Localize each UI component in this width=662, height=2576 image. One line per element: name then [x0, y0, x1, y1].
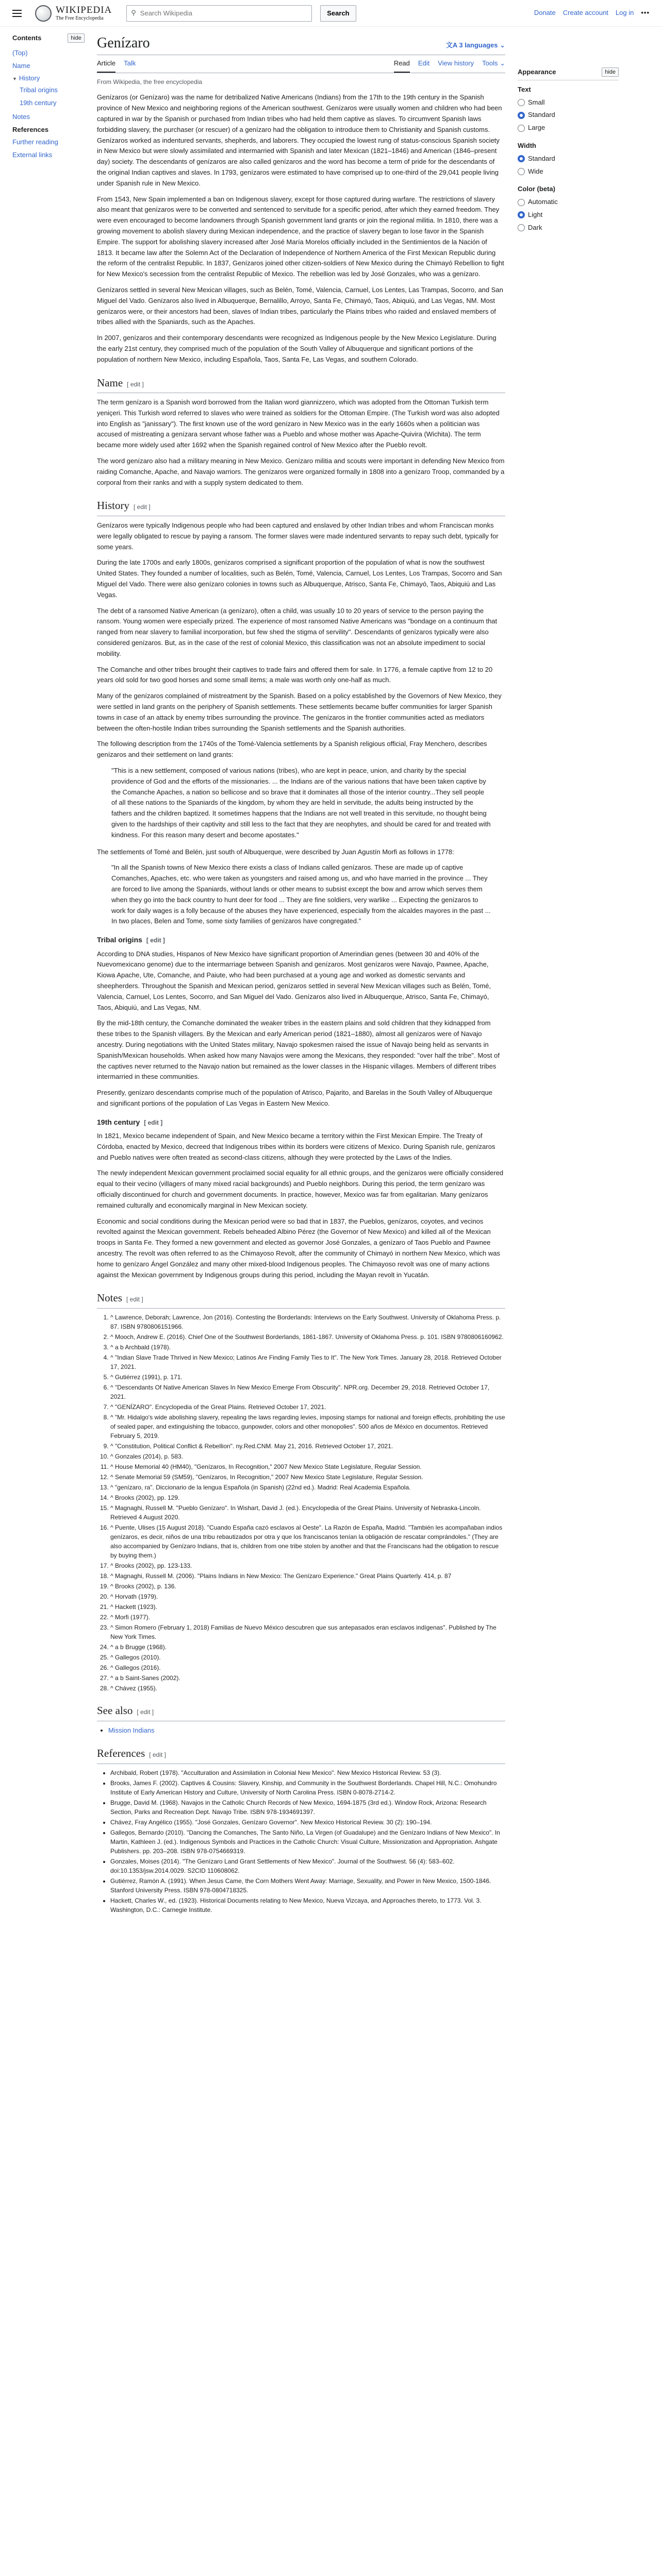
page-title: Genízaro	[97, 35, 150, 51]
toc-header	[12, 33, 85, 44]
note-item: 14. ^ Brooks (2002), pp. 129.	[110, 1493, 505, 1502]
edit-section-link[interactable]: [ edit ]	[134, 503, 151, 511]
edit-section-link[interactable]: [ edit ]	[127, 380, 144, 388]
history-paragraph-1: Genízaros were typically Indigenous people who had been captured and enslaved by other Indian tribes and whom Franciscan monks were legally obligated to rescue by paying a ransom. The former slaves were made indentured servants to repay such debt, typically for some years.	[97, 521, 499, 551]
toc-item-tribal-origins[interactable]: Tribal origins	[20, 86, 58, 94]
appearance-option-large[interactable]	[518, 122, 619, 134]
radio-button[interactable]	[518, 125, 525, 132]
appearance-groups	[518, 84, 619, 234]
note-item: 1. ^ Lawrence, Deborah; Lawrence, Jon (2016). Contesting the Borderlands: Interviews on the Early Southwest. University of Oklahoma Press. p. 87. ISBN 9780806151966.	[110, 1313, 505, 1331]
history-paragraph-4: The Comanche and other tribes brought their captives to trade fairs and offered them for sale. In 1776, a female captive from 12 to 20 years old sold for two good horses and some small items; a male was worth only one-half as much.	[97, 665, 493, 684]
appearance-panel	[518, 27, 619, 1920]
title-row	[97, 27, 505, 55]
toc-sublist-history	[12, 84, 85, 110]
section-heading-tribal-origins: Tribal origins [ edit ]	[97, 936, 165, 944]
note-item: 5. ^ Gutiérrez (1991), p. 171.	[110, 1372, 505, 1382]
section-heading-history: History [ edit ]	[97, 497, 505, 516]
history-paragraph-2: During the late 1700s and early 1800s, genízaros comprised a significant proportion of the population of what is now the southwest United States. They founded a number of localities, such as Belén, Tomé, Valencia, Carnuel, Los Lentes, Los Trampas, Socorro and San Miguel del Vado. There were also genízaro colonies in towns such as Albuquerque, Atrisco, Santa Fe, Chimayó, Taos, Abiquiú and Las Vegas.	[97, 558, 502, 599]
toc-item-notes[interactable]: Notes	[12, 112, 30, 121]
history-paragraph-6: The following description from the 1740s of the Tomé-Valencia settlements by a Spanish religious official, Fray Menchero, describes genízaros and their settlement on land grants:	[97, 740, 487, 759]
note-item: 25. ^ Gallegos (2010).	[110, 1653, 505, 1662]
c19-paragraph-2: The newly independent Mexican government proclaimed social equality for all ethnic groups, and the genízaros were officially considered equal to their vecino (villagers of many mixed racial backgrounds) and Pueblo neighbors. During this period, the term genízaro was officially discontinued for church and government documents. In practice, however, Mexico was far from egalitarian. Many genízaros remained culturally and economically marginal in New Mexican society.	[97, 1169, 504, 1209]
tab-article[interactable]: Article	[97, 55, 115, 73]
edit-section-link[interactable]: [ edit ]	[149, 1751, 166, 1759]
toc-hide-button[interactable]: hide	[68, 33, 85, 43]
appearance-group-label: Width	[518, 141, 536, 149]
appearance-group-color-beta	[518, 184, 619, 234]
radio-button[interactable]	[518, 155, 525, 162]
more-options-icon[interactable]: •••	[641, 9, 650, 17]
namespace-tabs	[97, 55, 136, 73]
tribal-paragraph-3: Presently, genízaro descendants comprise much of the population of Atrisco, Pajarito, and Barelas in the South Valley of Albuquerque and significant portions of the population of Las Vegas in Eastern New Mexico.	[97, 1089, 492, 1107]
note-item: 26. ^ Gallegos (2016).	[110, 1663, 505, 1672]
radio-label: Standard	[528, 111, 555, 119]
tab-talk[interactable]: Talk	[124, 59, 136, 67]
tab-tools[interactable]: Tools ⌄	[482, 59, 505, 67]
intro-paragraph-3: Genízaros settled in several New Mexican villages, such as Belén, Tomé, Valencia, Carnuel, Los Lentes, Las Trampas, Socorro, and San Miguel del Vado. Genízaros also lived in Albuquerque, Bernalillo, Arroyo, Santa Fe, Chimayó, Taos, Abiquiú, and Las Vegas, NM. Most genízaros were, or their ancestors had been, slaves of Indian tribes, particularly the Plains tribes who raided and enslaved members of tribes allied with the Spaniards, such as the Apaches.	[97, 285, 503, 326]
note-item: 16. ^ Puente, Ulises (15 August 2018). "Cuando España cazó esclavos al Oeste". La Razón de España, Madrid. "También les acompañaban indios genízaros, es decir, niños de una tribu rebautizados por otra y que los franciscanos tenían la obligación de rescatar comprándoles." (They are also accompanied by Genízaro Indians, that is, children from one tribe stolen by another and that the Franciscans had the obligation to rescue by buying them.)	[110, 1523, 505, 1560]
reference-item: • Hackett, Charles W., ed. (1923). Historical Documents relating to New Mexico, Nueva Vizcaya, and Approaches thereto, to 1773. Vol. 3. Washington, D.C.: Carnegie Institute.	[110, 1896, 505, 1914]
radio-label: Automatic	[528, 198, 558, 206]
reference-item: • Brugge, David M. (1968). Navajos in the Catholic Church Records of New Mexico, 1694-1875 (3rd ed.). Window Rock, Arizona: Research Section, Parks and Recreation Dept. Navajo Tribe. ISBN 978-1934691397.	[110, 1798, 505, 1817]
page-tabs	[97, 55, 505, 73]
tab-view-history[interactable]: View history	[438, 59, 474, 67]
note-item: 27. ^ a b Saint-Sanes (2002).	[110, 1673, 505, 1683]
intro-paragraph-1: Genízaros (or Genízaro) was the name for detribalized Native Americans (Indians) from the 17th to the 19th century in the Spanish province of New Mexico and neighboring regions of the American southwest. Genízaros were usually women and children who had been captured in war by the Spanish or purchased from Indian tribes who had held them captive as slaves. To circumvent Spanish laws forbidding slavery, the purchaser (or rescuer) of a genízaro had the obligation to introduce them to Christianity and Spanish customs. Genízaros worked as indentured servants, shepherds, and laborers. They occupied the lowest rung of status-conscious Spanish society in New Mexico but were slowly assimilated and intermarried with Spanish and later Mexican (1821–1846) and American (1846–present day) society. The descendants of genízaros are also called genízaros and the word has become a term of pride for the descendants of the original Indian captives and slaves. In 1793, genízaros were estimated to have comprised up to one-third of the 29,041 people living under Spanish rule in New Mexico.	[97, 93, 502, 187]
notes-list	[97, 1313, 505, 1693]
site-header	[0, 0, 662, 27]
article-main	[85, 27, 518, 1920]
see-also-item	[108, 1725, 505, 1736]
reference-item: • Archibald, Robert (1978). "Acculturation and Assimilation in Colonial New Mexico". New Mexico Historical Review. 53 (3).	[110, 1768, 505, 1777]
wikipedia-globe-icon	[35, 5, 52, 22]
name-paragraph-2: The word genízaro also had a military meaning in New Mexico. Genízaro militia and scouts were important in defending New Mexico from raiding Comanche, Apache, and Navajo warriors. The genízaros were organized formally in 1808 into a genízaro Troop, commanded by a corporal from their ranks and with a supply system dedicated to them.	[97, 457, 505, 486]
from-wikipedia-line: From Wikipedia, the free encyclopedia	[97, 78, 203, 86]
c19-paragraph-1: In 1821, Mexico became independent of Spain, and New Mexico became a territory within the First Mexican Empire. The Treaty of Córdoba, enacted by Mexico, decreed that Indigenous tribes within its borders were citizens of Mexico. During Spanish rule, genízaros and Pueblo natives were often treated as second-class citizens, although they were protected by the Laws of the Indies.	[97, 1132, 495, 1161]
note-item: 15. ^ Magnaghi, Russell M. "Pueblo Genízaro". In Wishart, David J. (ed.). Encyclopedia of the Great Plains. University of Nebraska-Lincoln. Retrieved 4 August 2020.	[110, 1503, 505, 1522]
appearance-group-label: Text	[518, 85, 531, 93]
reference-item: • Brooks, James F. (2002). Captives & Cousins: Slavery, Kinship, and Community in the Southwest Borderlands. Chapel Hill, N.C.: Omohundro Institute of Early American History and Culture, University of North Carolina Press. ISBN 0-8078-2714-2.	[110, 1778, 505, 1797]
edit-section-link[interactable]: [ edit ]	[126, 1296, 143, 1303]
note-item: 28. ^ Chávez (1955).	[110, 1684, 505, 1693]
edit-section-link[interactable]: [ edit ]	[144, 1118, 163, 1126]
appearance-header	[518, 67, 619, 80]
radio-button[interactable]	[518, 168, 525, 175]
toc-item-further-reading[interactable]: Further reading	[12, 138, 58, 146]
c19-paragraph-3: Economic and social conditions during the Mexican period were so bad that in 1837, the Pueblos, genízaros, coyotes, and vecinos revolted against the Mexican government. Rebels beheaded Albino Pérez (the Governor of New Mexico) and killed all of the Mexican troops in Santa Fe. They formed a new government and elected as governor José Gonzales, a genízaro of Taos Pueblo and Pawnee ancestry. The revolt was often referred to as the Chimayoso Revolt, after the community of Chimayó in northern New Mexico, which was home to genízaro Ángel González and many other mixed-blood Indigenous peoples. The Chimayoso revolt was one of many actions against the Mexican government by Indigenous groups during this period, including the Mayan revolt in Yucatán.	[97, 1217, 501, 1279]
note-item: 2. ^ Mooch, Andrew E. (2016). Chief One of the Southwest Borderlands, 1861-1867. University of Oklahoma Press. p. 101. ISBN 9780806160962.	[110, 1332, 505, 1342]
create-account-link[interactable]: Create account	[562, 9, 608, 17]
main-menu-icon[interactable]	[12, 6, 27, 21]
toc-item-name[interactable]: Name	[12, 61, 30, 70]
log-in-link[interactable]: Log in	[615, 9, 634, 17]
radio-button[interactable]	[518, 112, 525, 119]
appearance-option-wide[interactable]	[518, 165, 619, 178]
section-heading-19th-century: 19th century [ edit ]	[97, 1117, 163, 1126]
note-item: 20. ^ Horvath (1979).	[110, 1592, 505, 1601]
reference-item: • Gallegos, Bernardo (2010). "Dancing the Comanches, The Santo Niño, La Virgen (of Guadalupe) and the Genízaro Indians of New Mexico". In Martin, Kathleen J. (ed.). Indigenous Symbols and Practices in the Catholic Church: Visual Culture, Missionization and Appropriation. Ashgate Publishers. pp. 203–208. ISBN 978-0754669319.	[110, 1828, 505, 1856]
donate-link[interactable]: Donate	[534, 9, 556, 17]
wikipedia-logo[interactable]	[35, 5, 112, 22]
reference-item: • Gutiérrez, Ramón A. (1991). When Jesus Came, the Corn Mothers Went Away: Marriage, Sexuality, and Power in New Mexico, 1500-1846. Stanford University Press. ISBN 978-0804718325.	[110, 1876, 505, 1895]
section-heading-name: Name [ edit ]	[97, 375, 505, 394]
appearance-group-text	[518, 84, 619, 134]
toc-item-19th-century[interactable]: 19th century	[20, 98, 57, 107]
appearance-option-dark[interactable]	[518, 222, 619, 234]
toc-title: Contents	[12, 34, 42, 42]
history-paragraph-5: Many of the genízaros complained of mistreatment by the Spanish. Based on a policy established by the Governors of New Mexico, they were settled in land grants on the periphery of Spanish settlements. These settlements became buffer communities for larger Spanish towns in case of an attack by enemy tribes surrounding the province. The genízaros in the frontier communities acted as mediators between the often-hostile Indian tribes surrounding the Spanish settlements and the Spanish authorities.	[97, 692, 502, 732]
note-item: 21. ^ Hackett (1923).	[110, 1602, 505, 1612]
note-item: 23. ^ Simon Romero (February 1, 2018) Familias de Nuevo México descubren que sus antepasados eran esclavos indígenas". Published by The New York Times.	[110, 1623, 505, 1641]
history-paragraph-7: The settlements of Tomé and Belén, just south of Albuquerque, were described by Juan Agustín Morfi as follows in 1778:	[97, 848, 454, 856]
search-button[interactable]: Search	[320, 5, 356, 22]
toc-list	[12, 47, 85, 162]
note-item: 4. ^ "Indian Slave Trade Thrived in New Mexico; Latinos Are Finding Family Ties to It". The New York Times. January 28, 2018. Retrieved October 17, 2021.	[110, 1353, 505, 1371]
radio-button[interactable]	[518, 224, 525, 231]
quote-morfi: "In all the Spanish towns of New Mexico there exists a class of Indians called genízaros. These are made up of captive Comanches, Apaches, etc. who were taken as youngsters and raised among us, and who have married in the province ... They are forced to live among the Spaniards, without lands or other means to subsist except the bow and arrow which serves them when they go into the back country to hunt deer for food ... They are fine soldiers, very warlike ... Expecting the genízaros to work for daily wages is a folly because of the abuses they have experienced, especially from the alcaldes mayores in the past ... In two places, Belen and Tome, some sixty families of genízaros have congregated."	[111, 863, 491, 925]
note-item: 6. ^ "Descendants Of Native American Slaves In New Mexico Emerge From Obscurity". NPR.org. December 29, 2018. Retrieved October 17, 2021.	[110, 1383, 505, 1401]
radio-label: Dark	[528, 223, 542, 231]
see-also-link[interactable]: Mission Indians	[108, 1726, 155, 1734]
appearance-option-small[interactable]	[518, 96, 619, 109]
radio-label: Light	[528, 210, 543, 218]
edit-section-link[interactable]: [ edit ]	[137, 1708, 154, 1716]
appearance-option-standard[interactable]	[518, 152, 619, 165]
appearance-group-width	[518, 141, 619, 178]
section-heading-references: References [ edit ]	[97, 1745, 505, 1764]
tribal-paragraph-1: According to DNA studies, Hispanos of New Mexico have significant proportion of Amerindian genes (between 30 and 40% of the Nuevomexicano genome) due to the intermarriage between Spanish and genízaros. Most genízaros were Navajo, Pawnee, Apache, Kiowa Apache, Ute, Comanche, and Paiute, who had been purchased at a young age and worked as domestic servants and sheepherders. Throughout the Spanish and Mexican period, genízaros settled in several New Mexican villages such as Belén, Tomé, Valencia, Carnuel, Los Lentes, Socorro, and San Miguel del Vado. Genízaros also lived in Albuquerque, Atrisco, Santa Fe, Chimayó, Taos, Abiquiú, and Las Vegas, NM.	[97, 950, 491, 1011]
name-paragraph-1: The term genízaro is a Spanish word borrowed from the Italian word giannizzero, which was adopted from the Ottoman Turkish term yeniçeri. This Turkish word referred to slaves who were trained as soldiers for the Ottoman Empire. (The Turkish word was also adopted into English as "janissary"). The first known use of the word genízaro in New Mexico was in the early 1660s when a politician was accused of mistreating a genízara servant whose father was a Pueblo and whose mother was Apache-Quivira (Wichita). The term became more widely used after 1692 when the Spanish regained control of New Mexico after the Pueblo revolt.	[97, 398, 500, 449]
chevron-down-icon[interactable]: ▼	[12, 76, 17, 82]
references-list	[97, 1768, 505, 1914]
radio-label: Standard	[528, 154, 555, 162]
search-box	[126, 5, 312, 22]
toc-item-history[interactable]: ▼ History Tribal origins 19th century	[12, 72, 85, 110]
wordmark-title: WIKIPEDIA	[56, 5, 112, 15]
radio-button[interactable]	[518, 199, 525, 206]
note-item: 9. ^ "Constitution, Political Conflict & Rebellion". ny.Red.CNM. May 21, 2016. Retrieved October 17, 2021.	[110, 1442, 505, 1451]
toc-item-top[interactable]: (Top)	[12, 48, 28, 57]
wordmark	[56, 5, 112, 21]
appearance-option-automatic[interactable]	[518, 196, 619, 209]
tab-edit[interactable]: Edit	[418, 59, 430, 67]
edit-section-link[interactable]: [ edit ]	[146, 937, 165, 944]
toc-item-references[interactable]: References	[12, 125, 49, 133]
note-item: 19. ^ Brooks (2002), p. 136.	[110, 1582, 505, 1591]
intro-paragraph-2: From 1543, New Spain implemented a ban on Indigenous slavery, except for those captured during warfare. The restrictions of slavery also meant that genízaros were to be converted and sentenced to servitude for a specific period, after which they earned freedom. They were even encouraged to become landowners through Spanish government land grants or join the regional militia. In 1810, there was a growing movement to abolish slavery during Mexican independence, and the practice of slavery began to lose favor in the Spanish Empire. The support for abolishing slavery increased after José María Morelos officially included in the Sentimientos de la Nación of 1813. It became law after the Solemn Act of the Declaration of Independence of Northern America of the First Mexican Republic during the reform of the centralist Republic. In 1837, Genízaros joined other citizen-soldiers of New Mexico during the Chimayó Rebellion to fight for New Mexico's secession from the centralist Republic of Mexico. The rebellion was led by José Gonzales, who was a genízaro.	[97, 195, 504, 278]
tab-read[interactable]: Read	[394, 55, 410, 73]
view-tabs	[394, 55, 505, 73]
note-item: 3. ^ a b Archbald (1978).	[110, 1343, 505, 1352]
languages-button[interactable]: 文A 3 languages ⌄	[445, 41, 505, 49]
section-heading-see-also: See also [ edit ]	[97, 1702, 505, 1721]
search-input[interactable]	[139, 9, 307, 18]
history-paragraph-3: The debt of a ransomed Native American (a genízaro), often a child, was usually 10 to 20 years of service to the person paying the ransom. Young women were especially prized. The experience of most ransomed Native Americans was "bondage on a continuum that ranged from near slavery to familial incorporation, but few shed the stigma of servility". Descendants of genízaros typically were also considered genízaros. But, as in the case of the rest of colonial Mexico, this classification was not an absolute impediment to social mobility.	[97, 606, 498, 657]
appearance-title: Appearance	[518, 68, 556, 76]
wordmark-tagline: The Free Encyclopedia	[56, 15, 104, 21]
note-item: 17. ^ Brooks (2002), pp. 123-133.	[110, 1561, 505, 1570]
radio-label: Large	[528, 124, 545, 132]
note-item: 7. ^ "GENÍZARO". Encyclopedia of the Great Plains. Retrieved October 17, 2021.	[110, 1402, 505, 1412]
intro-paragraph-4: In 2007, genízaros and their contemporary descendants were recognized as Indigenous people by the New Mexico Legislature. During the early 21st century, they comprised much of the population of the South Valley of Albuquerque and significant portions of the population of northern New Mexico, including Española, Taos, Santa Fe, Las Vegas, and southern Colorado.	[97, 334, 496, 363]
tribal-paragraph-2: By the mid-18th century, the Comanche dominated the weaker tribes in the eastern plains and sold children that they kidnapped from these tribes to the Spanish villagers. By the Mexican and early American period (1821–1880), almost all genízaros were of Navajo ancestry. During negotiations with the United States military, Navajo spokesmen raised the issue of Navajo being held as servants in Spanish/Mexican households. When asked how many Navajos were among the Mexicans, they responded: "over half the tribe". Most of the captives never returned to the Navajo nation but remained as the lower classes in the Hispanic villages. Members of different tribes intermarried in these communities.	[97, 1019, 500, 1081]
toc-item-external-links[interactable]: External links	[12, 151, 53, 159]
appearance-hide-button[interactable]: hide	[602, 67, 619, 77]
page-body	[0, 27, 662, 1920]
radio-button[interactable]	[518, 211, 525, 218]
radio-label: Small	[528, 98, 545, 106]
note-item: 12. ^ Senate Memorial 59 (SM59), "Genízaros, In Recognition," 2007 New Mexico State Legislature, Regular Session.	[110, 1472, 505, 1482]
note-item: 18. ^ Magnaghi, Russell M. (2006). "Plains Indians in New Mexico: The Genízaro Experience." Great Plains Quarterly. 414, p. 87	[110, 1571, 505, 1581]
see-also-list	[97, 1725, 505, 1736]
note-item: 11. ^ House Memorial 40 (HM40), "Genízaros, In Recognition," 2007 New Mexico State Legislature, Regular Session.	[110, 1462, 505, 1471]
note-item: 10. ^ Gonzales (2014), p. 583.	[110, 1452, 505, 1461]
reference-item: • Gonzales, Moises (2014). "The Genízaro Land Grant Settlements of New Mexico". Journal of the Southwest. 56 (4): 583–602. doi:10.1353/jsw.2014.0029. S2CID 110608062.	[110, 1857, 505, 1875]
article-content	[97, 92, 505, 1914]
appearance-option-light[interactable]	[518, 209, 619, 222]
note-item: 13. ^ "genízaro, ra". Diccionario de la lengua Española (in Spanish) (22nd ed.). Madrid: Real Academia Española.	[110, 1483, 505, 1492]
table-of-contents	[12, 27, 85, 1920]
reference-item: • Chávez, Fray Angélico (1955). "José Gonzales, Genízaro Governor". New Mexico Historical Review. 30 (2): 190–194.	[110, 1818, 505, 1827]
quote-menchero: "This is a new settlement, composed of various nations (tribes), who are kept in peace, union, and charity by the special providence of God and the efforts of the missionaries. ... the Indians are of the various nations that have been taken captive by the Comanche Apaches, a nation so bellicose and so brave that it dominates all those of the interior country...They sell people of all these nations to the Spaniards of the kingdom, by whom they are held in servitude, the adults being instructed by the fathers and the children baptized. It sometimes happens that the Indians are not well treated in this servitude, no thought being given to the hardships of their captivity and still less to the fact that they are neophytes, and should be cared for and treated with kindness. For this reason many desert and become apostates."	[111, 767, 491, 839]
note-item: 22. ^ Morfi (1977).	[110, 1613, 505, 1622]
appearance-group-label: Color (beta)	[518, 185, 555, 193]
note-item: 24. ^ a b Brugge (1968).	[110, 1642, 505, 1652]
radio-label: Wide	[528, 167, 543, 175]
search-icon: ⚲	[131, 9, 136, 17]
radio-button[interactable]	[518, 99, 525, 106]
header-links	[534, 8, 650, 19]
note-item: 8. ^ "Mr. Hidalgo's wide abolishing slavery, repealing the laws regarding levies, imposing stamps for national and foreign effects, prohibiting the use of sealed paper, and extinguishing the tobacco, gunpowder, colors and other monopolies". 500 años de México en documentos. Retrieved February 5, 2019.	[110, 1413, 505, 1440]
section-heading-notes: Notes [ edit ]	[97, 1290, 505, 1309]
appearance-option-standard[interactable]	[518, 109, 619, 122]
